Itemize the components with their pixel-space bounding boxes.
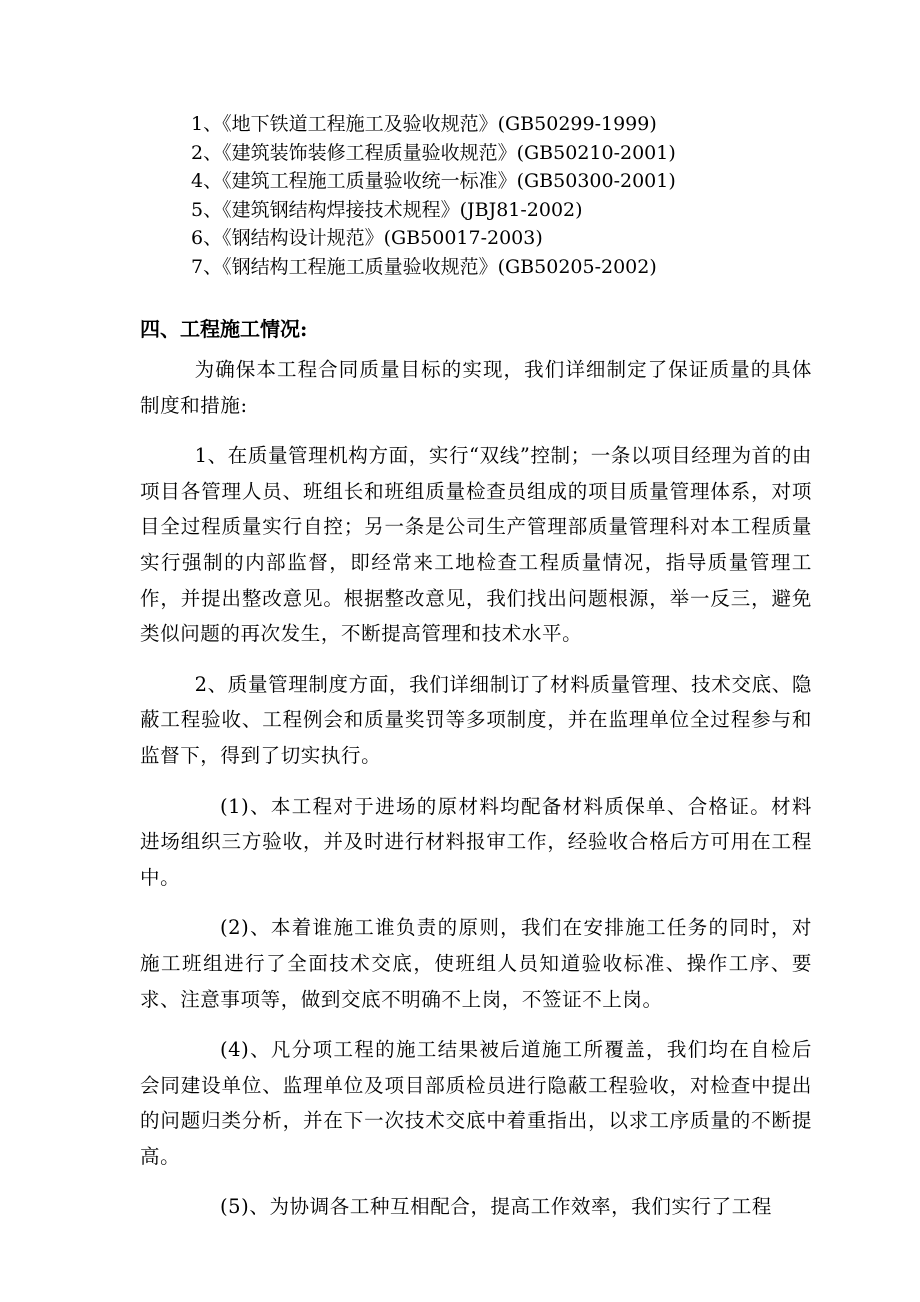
reference-item: 6、《钢结构设计规范》(GB50017-2003) bbox=[191, 227, 543, 249]
paragraph-quality-organization: 1、在质量管理机构方面，实行“双线”控制；一条以项目经理为首的由项目各管理人员、班组长和班组质量检查员组成的项目质量管理体系，对项目全过程质量实行自控；另一条是公司生产管理部质量管理科对本工程质量实行强制的内部监督，即经常来工地检查工程质量情况，指导质量管理工作，并提出整改意见。根据整改意见，我们找出问题根源，举一反三，避免类似问题的再次发生，不断提高管理和技术水平。 bbox=[140, 444, 812, 646]
intro-paragraph: 为确保本工程合同质量目标的实现，我们详细制定了保证质量的具体制度和措施: bbox=[140, 358, 812, 417]
section-heading: 四、工程施工情况: bbox=[140, 317, 308, 341]
paragraph-item-4: (4)、凡分项工程的施工结果被后道施工所覆盖，我们均在自检后会同建设单位、监理单位及项目部质检员进行隐蔽工程验收，对检查中提出的问题归类分析，并在下一次技术交底中着重指出，以求工序质量的不断提高。 bbox=[140, 1038, 812, 1168]
paragraph-item-1: (1)、本工程对于进场的原材料均配备材料质保单、合格证。材料进场组织三方验收，并及时进行材料报审工作，经验收合格后方可用在工程中。 bbox=[140, 794, 812, 889]
paragraph-item-2: (2)、本着谁施工谁负责的原则，我们在安排施工任务的同时，对施工班组进行了全面技术交底，使班组人员知道验收标准、操作工序、要求、注意事项等，做到交底不明确不上岗，不签证不上岗。 bbox=[140, 916, 812, 1011]
section-body bbox=[140, 352, 812, 1240]
reference-item: 1、《地下铁道工程施工及验收规范》(GB50299-1999) bbox=[191, 113, 657, 135]
reference-item: 7、《钢结构工程施工质量验收规范》(GB50205-2002) bbox=[191, 255, 657, 278]
reference-list bbox=[191, 110, 831, 281]
paragraph-item-5: (5)、为协调各工种互相配合，提高工作效率，我们实行了工程 bbox=[219, 1195, 772, 1219]
paragraph-quality-system: 2、质量管理制度方面，我们详细制订了材料质量管理、技术交底、隐蔽工程验收、工程例会和质量奖罚等多项制度，并在监理单位全过程参与和监督下，得到了切实执行。 bbox=[140, 672, 812, 767]
reference-item: 5、《建筑钢结构焊接技术规程》(JBJ81-2002) bbox=[191, 198, 583, 221]
reference-item: 4、《建筑工程施工质量验收统一标准》(GB50300-2001) bbox=[191, 170, 676, 192]
reference-item: 2、《建筑装饰装修工程质量验收规范》(GB50210-2001) bbox=[191, 141, 676, 164]
